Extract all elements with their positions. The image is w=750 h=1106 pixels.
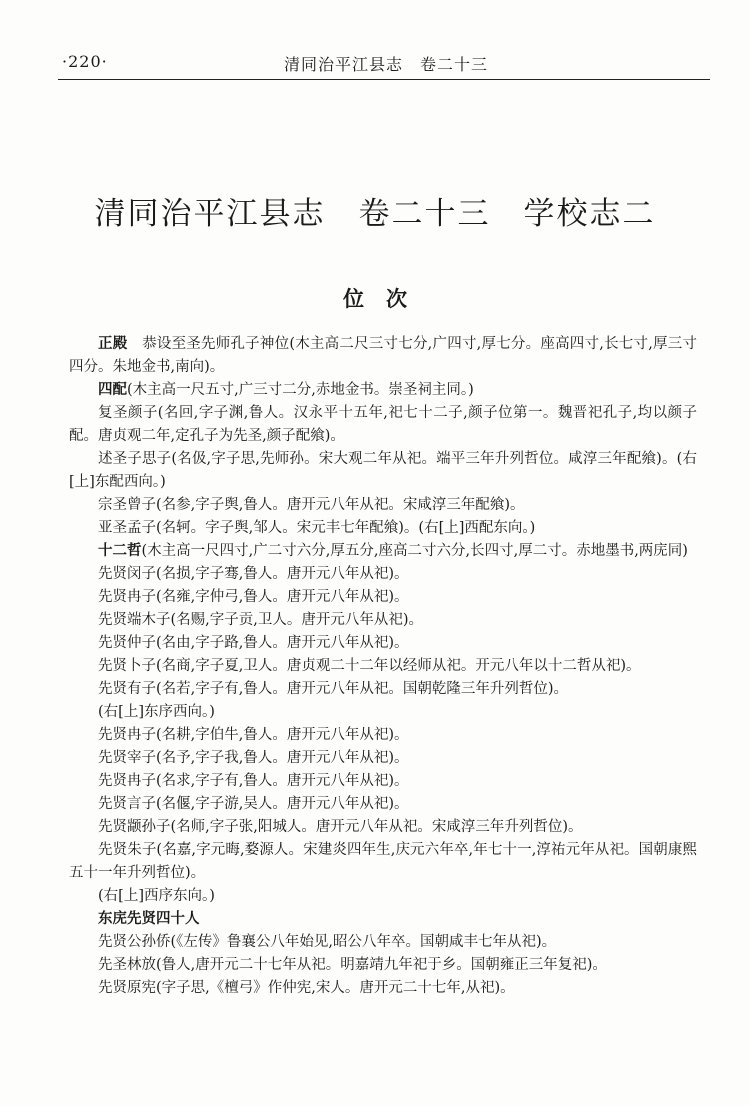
paragraph xyxy=(69,632,697,655)
paragraph-text: 先贤颛孙子(名师,字子张,阳城人。唐开元八年从祀。宋咸淳三年升列哲位)。 xyxy=(98,819,583,835)
paragraph xyxy=(69,747,697,770)
header-rule xyxy=(58,79,710,80)
paragraph-text: (木主高一尺五寸,广三寸二分,赤地金书。崇圣祠主同。) xyxy=(127,382,474,398)
paragraph-text: 先贤宰子(名予,字子我,鲁人。唐开元八年从祀)。 xyxy=(98,750,409,766)
paragraph xyxy=(69,563,697,586)
paragraph-text: 复圣颜子(名回,字子渊,鲁人。汉永平十五年,祀七十二子,颜子位第一。魏晋祀孔子,均以颜子配。唐贞观二年,定孔子为先圣,颜子配飨)。 xyxy=(69,405,697,444)
paragraph-text: 先贤原宪(字子思,《檀弓》作仲宪,宋人。唐开元二十七年,从祀)。 xyxy=(98,980,515,996)
paragraph xyxy=(69,839,697,885)
paragraph-text: 先贤朱子(名嘉,字元晦,婺源人。宋建炎四年生,庆元六年卒,年七十一,淳祐元年从祀。国朝康熙五十一年升列哲位)。 xyxy=(69,842,697,881)
body-text xyxy=(69,333,697,1000)
chapter-title: 清同治平江县志 卷二十三 学校志二 xyxy=(94,196,656,232)
paragraph xyxy=(69,586,697,609)
paragraph xyxy=(69,402,697,448)
paragraph-text: 先贤卜子(名商,字子夏,卫人。唐贞观二十二年以经师从祀。开元八年以十二哲从祀)。 xyxy=(98,658,641,674)
paragraph xyxy=(69,931,697,954)
paragraph xyxy=(69,701,697,724)
paragraph-lead: 四配 xyxy=(98,382,127,398)
paragraph xyxy=(69,655,697,678)
paragraph-text: 先贤有子(名若,字子有,鲁人。唐开元八年从祀。国朝乾隆三年升列哲位)。 xyxy=(98,681,569,697)
paragraph-text: 先贤端木子(名赐,字子贡,卫人。唐开元八年从祀)。 xyxy=(98,612,424,628)
paragraph xyxy=(69,333,697,379)
paragraph xyxy=(69,954,697,977)
paragraph-lead: 东庑先贤四十人 xyxy=(98,911,200,927)
paragraph-lead: 正殿 xyxy=(98,336,128,352)
paragraph xyxy=(69,977,697,1000)
paragraph xyxy=(69,379,697,402)
paragraph-text: 恭设至圣先师孔子神位(木主高二尺三寸七分,广四寸,厚七分。座高四寸,长七寸,厚三寸四分。朱地金书,南向)。 xyxy=(69,336,697,375)
paragraph-text: (右[上]西序东向。) xyxy=(98,888,215,904)
paragraph xyxy=(69,609,697,632)
page-number: ·220· xyxy=(62,52,108,71)
paragraph-text: 先贤仲子(名由,字子路,鲁人。唐开元八年从祀)。 xyxy=(98,635,409,651)
paragraph-text: (木主高一尺四寸,广二寸六分,厚五分,座高二寸六分,长四寸,厚二寸。赤地墨书,两庑同) xyxy=(141,543,688,559)
paragraph-lead: 十二哲 xyxy=(98,543,142,559)
paragraph-text: 宗圣曾子(名参,字子舆,鲁人。唐开元八年从祀。宋咸淳三年配飨)。 xyxy=(98,497,525,513)
paragraph-text: 先贤冉子(名耕,字伯牛,鲁人。唐开元八年从祀)。 xyxy=(98,727,409,743)
paragraph-text: 先贤公孙侨(《左传》鲁襄公八年始见,昭公八年卒。国朝咸丰七年从祀)。 xyxy=(98,934,557,950)
paragraph-text: 先圣林放(鲁人,唐开元二十七年从祀。明嘉靖九年祀于乡。国朝雍正三年复祀)。 xyxy=(98,957,607,973)
paragraph xyxy=(69,816,697,839)
paragraph xyxy=(69,724,697,747)
running-title: 清同治平江县志 卷二十三 xyxy=(284,55,489,74)
paragraph xyxy=(69,793,697,816)
paragraph xyxy=(69,494,697,517)
paragraph xyxy=(69,678,697,701)
paragraph xyxy=(69,908,697,931)
paragraph xyxy=(69,770,697,793)
section-heading: 位次 xyxy=(343,287,429,311)
paragraph-text: 先贤言子(名偃,字子游,吴人。唐开元八年从祀)。 xyxy=(98,796,409,812)
paragraph-text: 亚圣孟子(名轲。字子舆,邹人。宋元丰七年配飨)。(右[上]西配东向。) xyxy=(98,520,536,536)
paragraph xyxy=(69,517,697,540)
paragraph-text: 先贤冉子(名雍,字仲弓,鲁人。唐开元八年从祀)。 xyxy=(98,589,409,605)
paragraph xyxy=(69,540,697,563)
paragraph-text: 述圣子思子(名伋,字子思,先师孙。宋大观二年从祀。端平三年升列哲位。咸淳三年配飨)。(右[上]东配西向。) xyxy=(69,451,697,490)
paragraph-text: 先贤冉子(名求,字子有,鲁人。唐开元八年从祀)。 xyxy=(98,773,409,789)
paragraph xyxy=(69,885,697,908)
paragraph-text: (右[上]东序西向。) xyxy=(98,704,215,720)
paragraph xyxy=(69,448,697,494)
running-header xyxy=(62,50,702,76)
paragraph-text: 先贤闵子(名损,字子骞,鲁人。唐开元八年从祀)。 xyxy=(98,566,409,582)
